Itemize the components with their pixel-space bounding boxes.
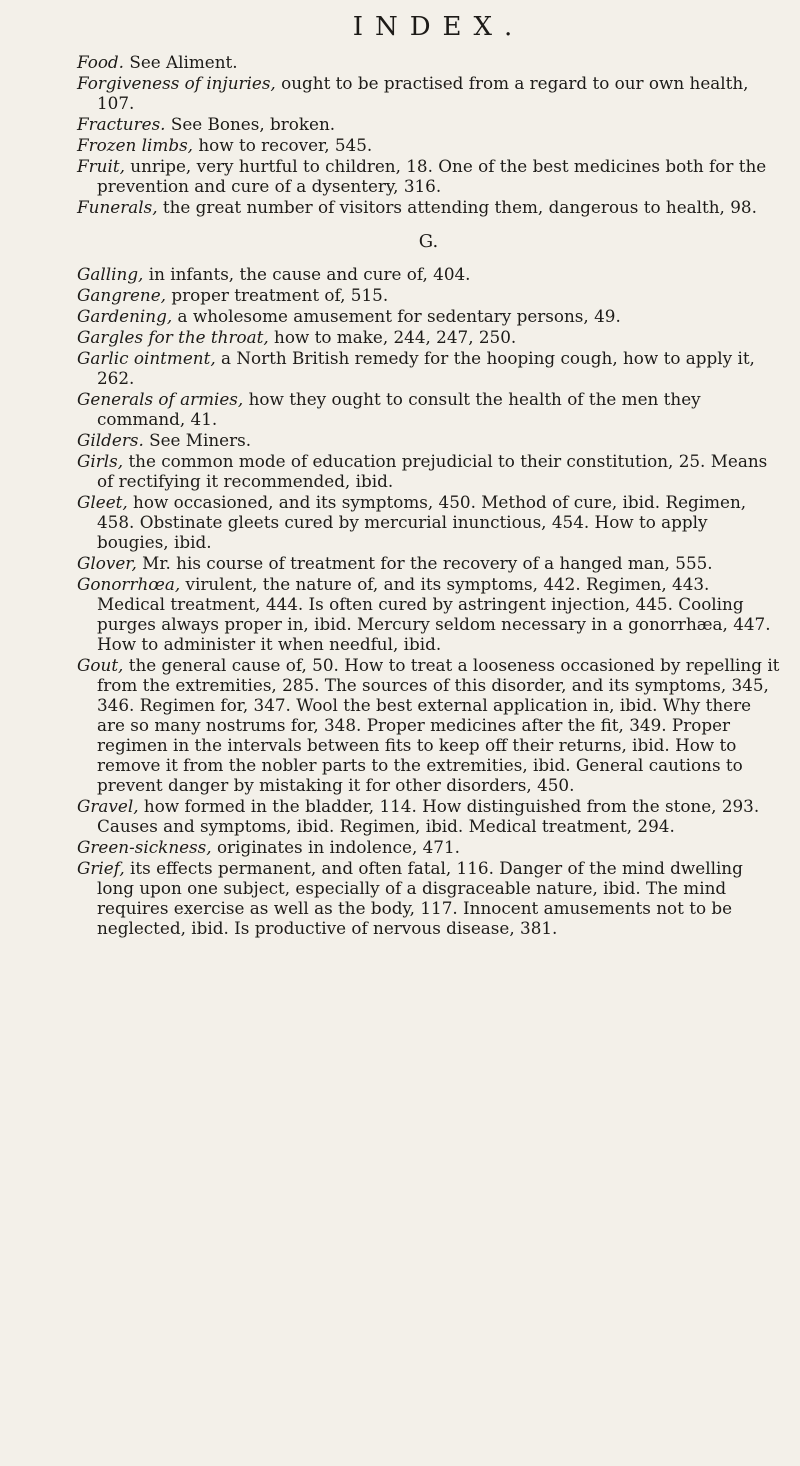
section-letter: G.: [418, 231, 439, 252]
entry-text: how they ought to consult the health of the men they command, 41.: [97, 389, 701, 429]
entry-text: its effects permanent, and often fatal, 116. Danger of the mind dwelling long upon one subject, especially of a disgraceable nature, ibid. The mind requires exercise as well as the body, 117. Innocent amusements not to be neglected, ibid. Is productive of nervous disease, 381.: [97, 858, 743, 938]
entry-text: See Miners.: [143, 430, 252, 450]
entry-text: ought to be practised from a regard to our own health, 107.: [97, 73, 749, 113]
entry-term: Gravel,: [77, 796, 139, 816]
index-entry: [77, 796, 780, 836]
index-sections: [77, 52, 780, 938]
index-entry: [77, 52, 780, 72]
index-entry: [77, 348, 780, 388]
entry-term: Fractures.: [77, 114, 166, 134]
index-section: [77, 231, 780, 938]
entry-term: Gleet,: [77, 492, 128, 512]
entry-text: a wholesome amusement for sedentary persons, 49.: [172, 306, 621, 326]
index-entry: [77, 451, 780, 491]
index-entry: [77, 858, 780, 938]
index-entry: [77, 197, 780, 217]
entry-text: how formed in the bladder, 114. How distinguished from the stone, 293. Causes and symptoms, ibid. Regimen, ibid. Medical treatment, 294.: [97, 796, 760, 836]
entry-term: Gangrene,: [77, 285, 166, 305]
entry-text: how occasioned, and its symptoms, 450. Method of cure, ibid. Regimen, 458. Obstinate gleets cured by mercurial inunctious, 454. How to apply bougies, ibid.: [97, 492, 747, 552]
entry-term: Garlic ointment,: [77, 348, 216, 368]
index-entry: [77, 285, 780, 305]
entry-term: Food.: [77, 52, 125, 72]
index-entry: [77, 553, 780, 573]
index-entry: [77, 492, 780, 552]
index-entry: [77, 327, 780, 347]
index-entry: [77, 156, 780, 196]
entry-term: Girls,: [77, 451, 124, 471]
entry-term: Gout,: [77, 655, 124, 675]
entry-text: in infants, the cause and cure of, 404.: [143, 264, 471, 284]
entry-term: Glover,: [77, 553, 137, 573]
index-entry: [77, 655, 780, 795]
entry-term: Funerals,: [77, 197, 158, 217]
entry-term: Gargles for the throat,: [77, 327, 269, 347]
entry-term: Frozen limbs,: [77, 135, 194, 155]
index-entry: [77, 306, 780, 326]
entry-text: unripe, very hurtful to children, 18. One of the best medicines both for the prevention and cure of a dysentery, 316.: [97, 156, 767, 196]
entry-term: Gardening,: [77, 306, 173, 326]
entry-text: the common mode of education prejudicial to their constitution, 25. Means of rectifying it recommended, ibid.: [97, 451, 768, 491]
index-section: [77, 52, 780, 217]
entry-text: virulent, the nature of, and its symptoms, 442. Regimen, 443. Medical treatment, 444. Is often cured by astringent injection, 445. Cooling purges always proper in, ibid. Mercury seldom necessary in a gonorrhæa, 447. How to administer it when needful, ibid.: [97, 574, 771, 654]
entry-term: Grief,: [77, 858, 125, 878]
entry-text: how to recover, 545.: [193, 135, 373, 155]
index-entry: [77, 430, 780, 450]
entry-term: Gonorrhœa,: [77, 574, 181, 594]
entry-term: Gilders.: [77, 430, 144, 450]
entry-text: Mr. his course of treatment for the recovery of a hanged man, 555.: [136, 553, 713, 573]
entry-text: the great number of visitors attending them, dangerous to health, 98.: [157, 197, 757, 217]
page-header: INDEX.: [352, 12, 525, 42]
entry-text: proper treatment of, 515.: [166, 285, 389, 305]
index-entry: [77, 837, 780, 857]
index-entry: [77, 114, 780, 134]
entry-text: how to make, 244, 247, 250.: [268, 327, 517, 347]
entry-term: Fruit,: [77, 156, 125, 176]
entry-term: Green-sickness,: [77, 837, 212, 857]
entry-text: See Bones, broken.: [165, 114, 336, 134]
index-entry: [77, 574, 780, 654]
entry-term: Generals of armies,: [77, 389, 244, 409]
index-entry: [77, 73, 780, 113]
entry-term: Galling,: [77, 264, 144, 284]
index-entry: [77, 135, 780, 155]
entry-text: a North British remedy for the hooping cough, how to apply it, 262.: [97, 348, 755, 388]
index-entry: [77, 389, 780, 429]
entry-text: the general cause of, 50. How to treat a looseness occasioned by repelling it from the extremities, 285. The sources of this disorder, and its symptoms, 345, 346. Regimen for, 347. Wool the best external application in, ibid. Why there are so many nostrums for, 348. Proper medicines after the fit, 349. Proper regimen in the intervals between fits to keep off their returns, ibid. How to remove it from the nobler parts to the extremities, ibid. General cautions to prevent danger by mistaking it for other disorders, 450.: [97, 655, 780, 795]
entry-text: See Aliment.: [124, 52, 238, 72]
entry-term: Forgiveness of injuries,: [77, 73, 276, 93]
entry-text: originates in indolence, 471.: [211, 837, 460, 857]
index-entry: [77, 264, 780, 284]
